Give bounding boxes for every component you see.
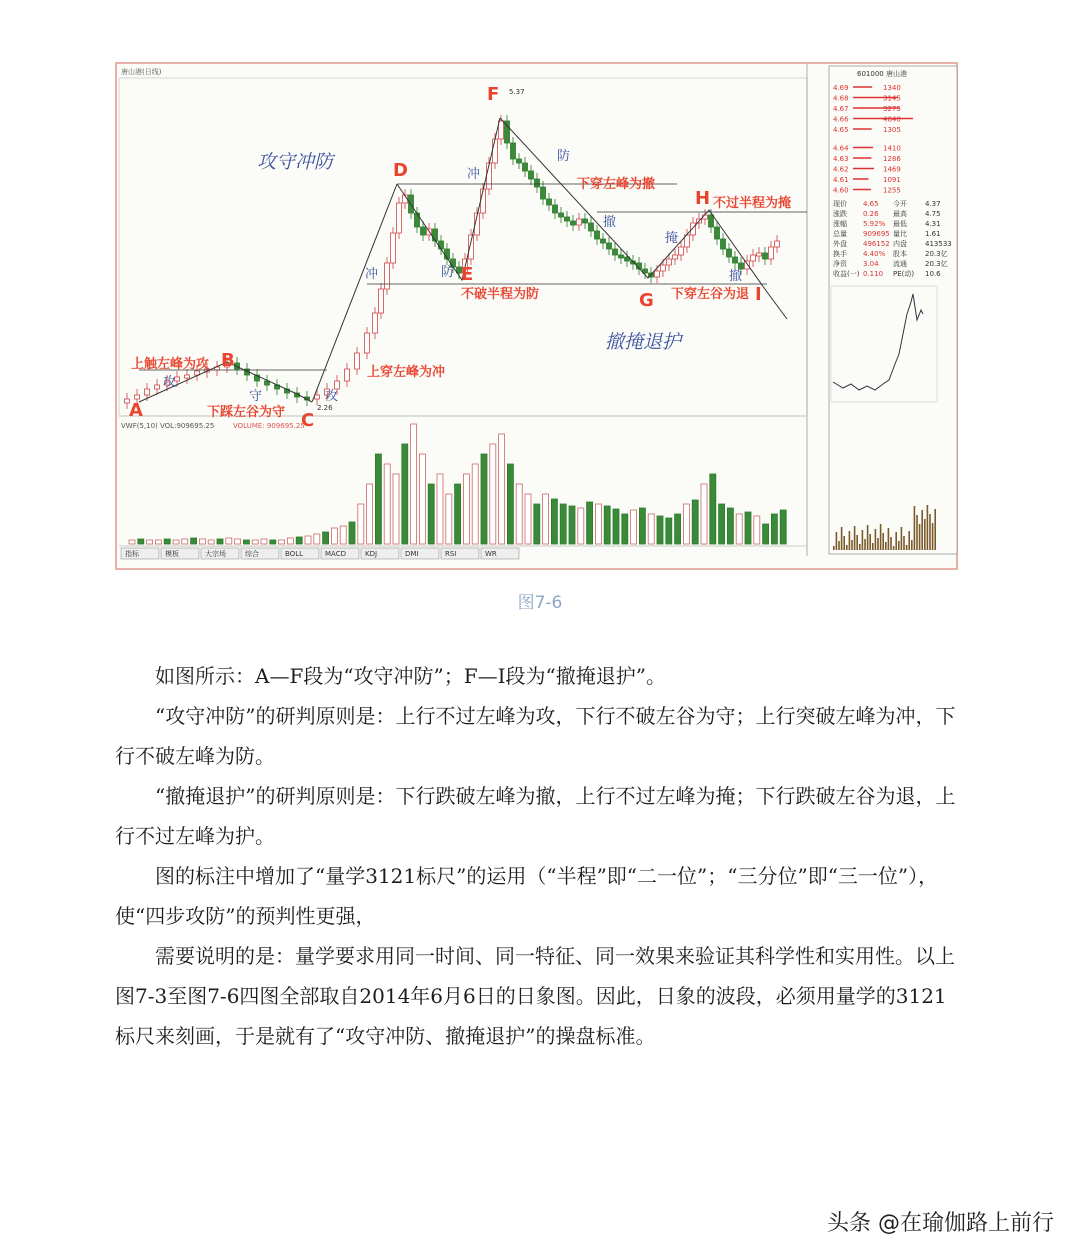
order-volume: 1286 (883, 155, 901, 163)
body-text (115, 656, 965, 1056)
order-volume: 3275 (883, 105, 901, 113)
volume-bar (182, 539, 188, 544)
candle-body (673, 255, 678, 259)
candle-body (691, 223, 696, 235)
volume-bar (507, 464, 513, 544)
candle-body (595, 231, 600, 239)
order-volume: 1410 (883, 144, 901, 153)
tab-label: RSI (445, 550, 457, 558)
order-price: 4.67 (833, 105, 849, 113)
right-volume-bar (836, 532, 838, 550)
volume-bar (270, 540, 276, 544)
candle-body (553, 205, 558, 213)
volume-bar (666, 518, 672, 544)
volume-bar (402, 444, 408, 544)
volume-bar (323, 532, 329, 544)
volume-bar (578, 508, 584, 544)
volume-bar (393, 474, 399, 544)
right-volume-bar (919, 524, 921, 550)
right-volume-bar (875, 529, 877, 550)
figure-caption: 图7-6 (517, 593, 563, 613)
candle-body (499, 121, 504, 139)
right-volume-bar (841, 527, 843, 550)
volume-bar (745, 512, 751, 544)
volume-bar (763, 524, 769, 544)
right-volume-bar (903, 536, 905, 550)
volume-bars-group (129, 424, 786, 544)
point-h: H (695, 188, 711, 209)
marker-fang1: 防 (441, 265, 455, 280)
paragraph-5: 需要说明的是：量学要求用同一时间、同一特征、同一效果来验证其科学性和实用性。以上图7-3至图7-6四图全部取自2014年6月6日的日象图。因此，日象的波段，必须用量学的3121标尺来刻画，于是就有了“攻守冲防、撤掩退护”的操盘标准。 (115, 944, 955, 1048)
order-volume: 1469 (883, 165, 901, 174)
quote-cell: 4.37 (925, 200, 941, 208)
right-volume-bar (859, 544, 861, 550)
label-not-over-half: 不过半程为掩 (713, 196, 792, 211)
candle-body (763, 253, 768, 259)
chart-header: 唐山港(日线) (121, 68, 162, 76)
candle-body (559, 213, 564, 217)
paragraph-4: 图的标注中增加了“量学3121标尺”的运用（“半程”即“二一位”；“三分位”即“三一位”），使“四步攻防”的预判性更强， (115, 864, 939, 928)
right-volume-bar (867, 525, 869, 550)
marker-shou: 守 (249, 389, 263, 404)
label-pierce-peak-up: 上穿左峰为冲 (367, 365, 446, 380)
right-volume-bar (838, 541, 840, 550)
marker-che2: 撤 (729, 269, 743, 284)
quote-cell: 496152 (863, 240, 890, 248)
volume-bar (551, 499, 557, 544)
candle-body (541, 187, 546, 199)
quote-cell: 现价 (833, 200, 847, 208)
quote-cell: 净资 (833, 260, 847, 268)
quote-cell: 内盘 (893, 240, 907, 248)
volume-bar (437, 474, 443, 544)
volume-bar (226, 538, 232, 544)
volume-bar (604, 506, 610, 544)
candle-body (523, 163, 528, 171)
volume-bar (516, 484, 522, 544)
point-c: C (301, 410, 315, 431)
right-volume-bar (908, 531, 910, 550)
quote-cell: 量比 (893, 230, 907, 238)
quote-cell: 10.6 (925, 270, 941, 278)
order-volume: 4840 (883, 115, 901, 124)
tab-label: BOLL (285, 550, 303, 558)
volume-bar (384, 464, 390, 544)
order-price: 4.63 (833, 155, 849, 163)
candle-body (721, 239, 726, 249)
volume-bar (569, 506, 575, 544)
volume-bar (701, 484, 707, 544)
quote-cell: 今开 (893, 200, 907, 208)
quote-cell: 总量 (833, 230, 847, 238)
right-volume-bar (869, 534, 871, 550)
quote-cell: 20.3亿 (925, 250, 948, 258)
point-f: F (487, 84, 500, 105)
right-volume-bar (877, 538, 879, 550)
volume-bar (472, 464, 478, 544)
volume-bar (217, 539, 223, 544)
candle-body (345, 369, 350, 381)
right-volume-bar (914, 506, 916, 550)
volume-bar (235, 539, 241, 544)
volume-bar (243, 540, 249, 544)
point-d: D (393, 160, 408, 181)
label-not-break-half: 不破半程为防 (461, 287, 540, 302)
order-price: 4.61 (833, 176, 849, 184)
order-price: 4.60 (833, 186, 849, 195)
indicator-left: VWF(5,10) VOL:909695.25 (121, 422, 215, 430)
candle-body (155, 385, 160, 389)
tab-label: 模板 (165, 550, 179, 558)
candle-body (727, 249, 732, 257)
right-volume-bar (885, 542, 887, 550)
candle-body (439, 241, 444, 249)
right-volume-bar (833, 546, 835, 550)
label-touch-peak: 上触左峰为攻 (131, 357, 210, 372)
quote-cell: 5.92% (863, 220, 886, 228)
quote-cell: 最高 (893, 210, 907, 218)
candlestick-chart (117, 64, 960, 572)
candle-body (529, 171, 534, 179)
candle-body (577, 219, 582, 225)
quote-cell: 涨幅 (833, 220, 847, 228)
candle-body (679, 247, 684, 255)
right-volume-bar (929, 514, 931, 550)
order-price: 4.64 (833, 144, 849, 153)
marker-fang2: 防 (557, 149, 571, 164)
candle-body (511, 143, 516, 159)
quote-cell: 流通 (893, 260, 907, 268)
volume-bar (455, 484, 461, 544)
volume-bar (155, 540, 161, 544)
volume-bar (358, 504, 364, 544)
right-volume-bar (864, 539, 866, 550)
volume-bar (340, 526, 346, 544)
volume-bar (631, 510, 637, 544)
order-volume: 1340 (883, 84, 901, 92)
quote-cell: 1.61 (925, 230, 941, 238)
tab-label: WR (485, 550, 497, 558)
right-volume-bar (924, 519, 926, 550)
tab-label: KDJ (365, 550, 378, 558)
volume-bar (199, 539, 205, 544)
volume-bar (587, 502, 593, 544)
quote-cell: PE(动) (893, 270, 915, 278)
candle-body (315, 395, 320, 399)
volume-bar (543, 494, 549, 544)
volume-bar (287, 538, 293, 544)
volume-bar (490, 444, 496, 544)
order-price: 4.68 (833, 94, 849, 103)
volume-bar (296, 537, 302, 544)
quote-cell: 4.31 (925, 220, 941, 228)
volume-bar (481, 454, 487, 544)
bottom-tabs (121, 548, 519, 559)
candle-body (571, 221, 576, 225)
label-step-valley: 下踩左谷为守 (207, 405, 286, 420)
volume-bar (622, 514, 628, 544)
quote-cell: 收益(一) (833, 270, 860, 278)
candle-body (619, 255, 624, 258)
volume-bar (367, 484, 373, 544)
candle-body (715, 227, 720, 239)
volume-bar (349, 522, 355, 544)
right-volume-bar (862, 530, 864, 550)
volume-bar (138, 539, 144, 544)
marker-che1: 撤 (603, 215, 617, 230)
order-volume: 3145 (883, 94, 901, 103)
right-volume-bar (890, 537, 892, 550)
volume-bar (534, 504, 540, 544)
right-volume-bar (888, 528, 890, 550)
candle-body (667, 259, 672, 265)
volume-bar (525, 494, 531, 544)
marker-gong2: 攻 (325, 389, 339, 404)
volume-bar (780, 510, 786, 544)
point-b: B (221, 350, 235, 371)
candle-body (547, 199, 552, 205)
candle-body (607, 243, 612, 249)
candle-body (613, 249, 618, 255)
candle-body (355, 353, 360, 369)
volume-bar (419, 454, 425, 544)
candle-body (145, 389, 150, 395)
label-attack-defend: 攻守冲防 (257, 151, 334, 173)
right-volume-bar (856, 535, 858, 550)
order-volume: 1091 (883, 176, 901, 184)
candle-body (421, 227, 426, 235)
volume-bar (710, 474, 716, 544)
volume-bar (736, 514, 742, 544)
point-e: E (461, 264, 474, 285)
volume-bar (375, 454, 381, 544)
right-volume-bar (846, 545, 848, 550)
candle-body (769, 247, 774, 259)
candle-body (535, 179, 540, 187)
quote-cell: 3.04 (863, 260, 879, 268)
quote-cell: 涨跌 (833, 210, 847, 218)
right-volume-bar (843, 536, 845, 550)
right-volume-bar (851, 540, 853, 550)
candle-body (433, 229, 438, 241)
candle-body (365, 333, 370, 353)
candle-body (415, 213, 420, 227)
volume-bar (261, 539, 267, 544)
quote-cell: 413533 (925, 240, 952, 248)
candle-body (517, 159, 522, 163)
tab-label: 指标 (125, 550, 139, 558)
volume-bar (147, 540, 153, 544)
tab-label: 综合 (245, 550, 259, 558)
volume-bar (208, 540, 214, 544)
order-price: 4.65 (833, 126, 849, 134)
marker-yan: 掩 (665, 231, 679, 246)
paragraph-2: “攻守冲防”的研判原则是：上行不过左峰为攻，下行不破左谷为守；上行突破左峰为冲，下行不破左峰为防。 (115, 704, 956, 768)
stock-chart-figure (115, 62, 958, 570)
volume-bar (657, 516, 663, 544)
volume-bar (727, 508, 733, 544)
right-volume-bar (895, 532, 897, 550)
volume-bar (560, 504, 566, 544)
candle-body (661, 265, 666, 271)
volume-bar (129, 540, 135, 544)
volume-bar (463, 474, 469, 544)
label-retreat: 撤掩退护 (605, 331, 682, 353)
f-value: 5.37 (509, 88, 525, 96)
point-g: G (639, 290, 654, 311)
volume-bar (305, 536, 311, 544)
candle-body (391, 233, 396, 263)
right-volume-bar (882, 533, 884, 550)
right-volume-bar (932, 523, 934, 550)
right-volume-bar (916, 515, 918, 550)
right-volume-bar (906, 545, 908, 550)
candle-body (751, 255, 756, 261)
volume-bar (754, 516, 760, 544)
volume-bar (771, 514, 777, 544)
volume-bar (279, 540, 285, 544)
quote-cell: 外盘 (833, 240, 847, 248)
volume-bar (613, 509, 619, 544)
candle-body (745, 261, 750, 269)
quote-cell: 最低 (893, 220, 907, 228)
right-volume-bar (872, 543, 874, 550)
quote-cell: 909695 (863, 230, 890, 238)
quote-cell: 0.110 (863, 270, 884, 278)
paragraph-3: “撤掩退护”的研判原则是：下行跌破左峰为撤，上行不过左峰为掩；下行跌破左谷为退，上行不过左峰为护。 (115, 784, 956, 848)
candle-body (733, 257, 738, 263)
quote-cell: 20.3亿 (925, 260, 948, 268)
order-price: 4.62 (833, 165, 849, 174)
volume-bar (639, 508, 645, 544)
candle-body (397, 203, 402, 233)
right-volume-bar (880, 524, 882, 550)
point-i: I (755, 284, 762, 305)
indicator-right: VOLUME: 909695.25 (233, 422, 305, 430)
right-volume-bar (893, 546, 895, 550)
quote-cell: 4.65 (863, 200, 879, 208)
order-price: 4.66 (833, 115, 849, 124)
marker-chong1: 冲 (365, 267, 379, 282)
quote-cell: 股本 (893, 250, 907, 258)
candle-body (655, 271, 660, 277)
right-volume-bar (854, 526, 856, 550)
quote-cell: 4.75 (925, 210, 941, 218)
volume-bar (446, 494, 452, 544)
right-volume-bar (901, 527, 903, 550)
label-pierce-peak-down: 下穿左峰为撤 (577, 177, 656, 192)
volume-bar (692, 500, 698, 544)
candle-body (601, 239, 606, 243)
candle-body (373, 313, 378, 333)
volume-bar (428, 484, 434, 544)
quote-cell: 换手 (833, 250, 847, 258)
paragraph-1: 如图所示：A—F段为“攻守冲防”；F—I段为“撤掩退护”。 (155, 664, 666, 688)
marker-gong: 攻 (163, 375, 177, 390)
quote-cell: 4.40% (863, 250, 886, 258)
volume-bar (252, 540, 258, 544)
stock-code: 601000 唐山港 (857, 70, 907, 78)
candle-body (335, 381, 340, 389)
candle-body (493, 139, 498, 163)
candle-body (379, 289, 384, 313)
order-volume: 1305 (883, 126, 901, 134)
candle-body (185, 375, 190, 378)
candle-body (135, 395, 140, 399)
candle-body (775, 241, 780, 247)
volume-bar (164, 539, 170, 544)
tab-label: DMI (405, 550, 419, 558)
candle-body (757, 253, 762, 256)
volume-bar (411, 424, 417, 544)
volume-bar (719, 504, 725, 544)
volume-bar (331, 528, 337, 544)
volume-bar (683, 504, 689, 544)
volume-bar (648, 514, 654, 544)
volume-bar (675, 514, 681, 544)
candle-body (385, 263, 390, 289)
point-a: A (129, 400, 143, 421)
right-volume-bar (898, 541, 900, 550)
tab-label: MACD (325, 550, 346, 558)
candle-body (565, 217, 570, 221)
candle-body (709, 215, 714, 227)
quote-cell: 0.26 (863, 210, 879, 218)
volume-bar (173, 540, 179, 544)
volume-bar (191, 538, 197, 544)
right-volume-bar (849, 531, 851, 550)
candle-body (583, 219, 588, 223)
candle-body (589, 223, 594, 231)
footer-watermark: 头条 @在瑜伽路上前行 (827, 1211, 1054, 1236)
order-volume: 1255 (883, 186, 901, 195)
volume-bar (314, 534, 320, 544)
order-price: 4.69 (833, 84, 849, 92)
right-volume-bar (911, 540, 913, 550)
tab-label: 大宗场 (205, 550, 226, 558)
marker-chong2: 冲 (467, 167, 481, 182)
volume-bar (595, 504, 601, 544)
volume-bar (499, 434, 505, 544)
right-volume-bar (934, 509, 936, 550)
right-volume-bar (921, 510, 923, 550)
right-volume-bar (927, 505, 929, 550)
c-value: 2.26 (317, 404, 333, 412)
label-down-valley: 下穿左谷为退 (671, 287, 750, 302)
